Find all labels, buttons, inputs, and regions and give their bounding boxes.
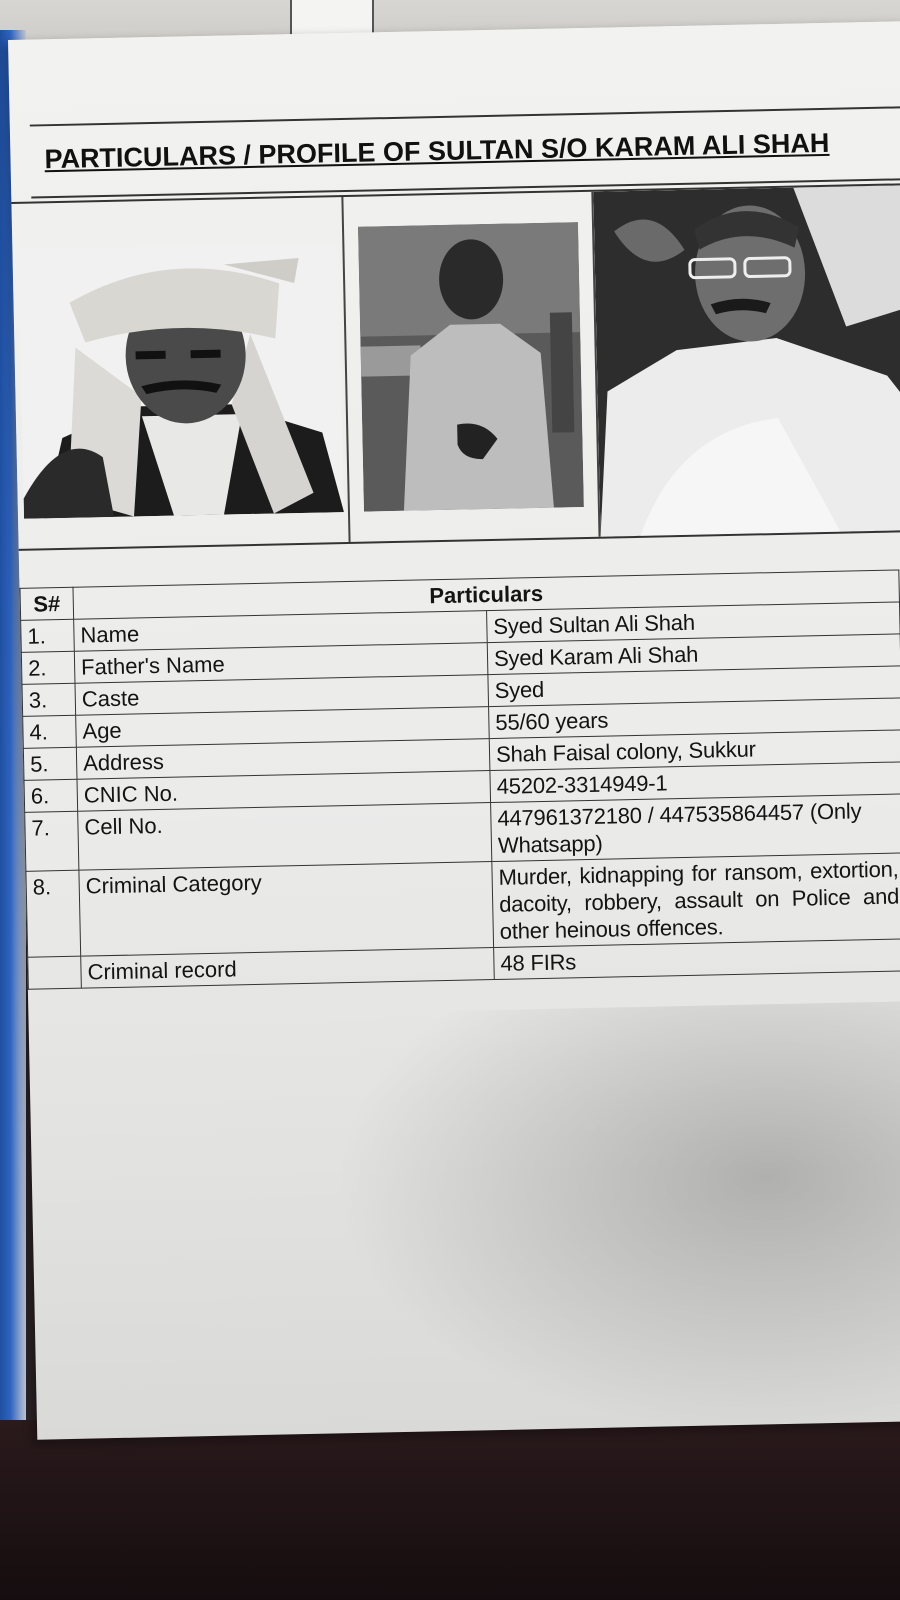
photo-cell-2 bbox=[343, 192, 600, 542]
header-sn: S# bbox=[20, 587, 74, 620]
row-label: Criminal record bbox=[81, 948, 495, 989]
photo-seated-glasses bbox=[593, 185, 900, 537]
row-value: 447961372180 / 447535864457 (Only Whatsapp) bbox=[491, 794, 900, 862]
page-title: PARTICULARS / PROFILE OF SULTAN S/O KARAM ALI SHAH bbox=[44, 127, 830, 175]
row-sn: 3. bbox=[22, 683, 76, 716]
photo-turban-portrait bbox=[18, 242, 344, 519]
row-label: Criminal Category bbox=[79, 862, 494, 957]
row-label: Address bbox=[76, 739, 490, 780]
title-box bbox=[30, 106, 900, 198]
particulars-table bbox=[19, 569, 900, 989]
photo-cell-1 bbox=[11, 197, 350, 549]
row-sn: 2. bbox=[21, 651, 75, 684]
row-value: 55/60 years bbox=[489, 698, 900, 739]
header-particulars: Particulars bbox=[73, 570, 899, 619]
row-value: 45202-3314949-1 bbox=[490, 762, 900, 803]
row-sn: 5. bbox=[23, 747, 77, 780]
row-sn bbox=[28, 956, 82, 989]
document-page bbox=[8, 21, 900, 1440]
row-value: Syed Karam Ali Shah bbox=[487, 634, 900, 675]
row-value: Murder, kidnapping for ransom, extortion, dacoity, robbery, assault on Police and other heinous offences. bbox=[492, 853, 900, 948]
row-value: Shah Faisal colony, Sukkur bbox=[489, 730, 900, 771]
photo-row bbox=[11, 183, 900, 551]
row-sn: 4. bbox=[23, 715, 77, 748]
row-sn: 7. bbox=[25, 811, 79, 871]
page-shadow bbox=[328, 1001, 900, 1444]
row-value: 48 FIRs bbox=[494, 939, 900, 980]
row-value: Syed bbox=[488, 666, 900, 707]
row-label: Caste bbox=[75, 675, 489, 716]
row-sn: 6. bbox=[24, 779, 78, 812]
row-label: CNIC No. bbox=[77, 771, 491, 812]
photo-cell-3 bbox=[593, 185, 900, 537]
row-sn: 1. bbox=[21, 619, 75, 652]
row-value: Syed Sultan Ali Shah bbox=[487, 602, 900, 643]
row-sn: 8. bbox=[26, 870, 81, 957]
row-label: Age bbox=[76, 707, 490, 748]
row-label: Cell No. bbox=[78, 803, 492, 871]
row-label: Father's Name bbox=[74, 643, 488, 684]
photo-standing-figure bbox=[358, 222, 584, 512]
table-surface-bottom bbox=[0, 1420, 900, 1600]
row-label: Name bbox=[74, 611, 488, 652]
